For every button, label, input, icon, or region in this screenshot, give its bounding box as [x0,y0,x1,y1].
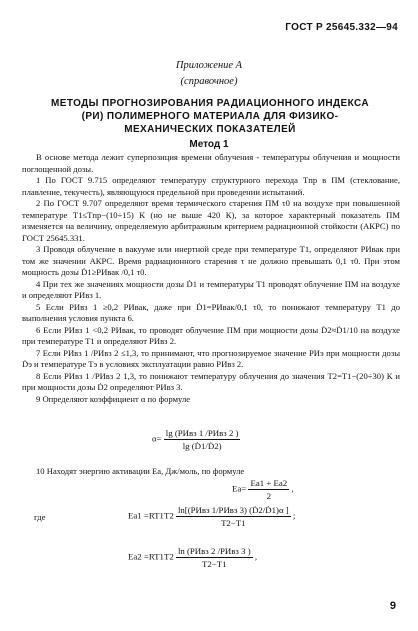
formula-ea1-denominator: T2−T1 [221,518,246,528]
paragraph-6: 6 Если РИвз 1 <0,2 РИвак, то проводят облучение ПМ при мощности дозы Ḋ2≈Ḋ1/10 на воздухе при температуре T1 и определяют РИвз 2. [22,324,400,346]
paragraph-3: 3 Проводя облучение в вакууме или инертной среде при температуре T1, определяют РИвак при том же значении АКРС. Время радиационного старения τ не должно превышать 0,1 τ0. При этом мощность дозы Ḋ1≥РИвак /0,1 τ0. [22,244,400,277]
formula-ea-fraction [248,478,289,501]
appendix-note: (справочное) [180,76,238,87]
method-heading: Метод 1 [189,139,229,150]
paragraph-5: 5 Если РИвз 1 ≥0,2 РИвак, даже при Ḋ1=РИвак/0,1 τ0, то понижают температуру T1 до выполнения условия пункта 6. [22,301,400,323]
paragraph-2: 2 По ГОСТ 9.707 определяют время термического старения ПМ τ0 на воздухе при повышенной температуре T1≤Tпр−(10÷15) К (но не выше 420 К), за которое характерный показатель ПМ изменяется на величину, определяемую арбитражным критерием радиационной стойкости (АКРС) по ГОСТ 25645.331. [22,198,400,243]
paragraph-1: 1 По ГОСТ 9.715 определяют температуру структурного перехода Tпр в ПМ (стеклование, плавление, текучесть), являющуюся предельной при проведении испытаний. [22,175,400,197]
formula-ea2-numerator: ln (РИвз 2 /РИвз 3 ) [177,546,251,556]
formula-ea2 [128,546,257,569]
formula-ea1-numerator: ln[(РИвз 1/РИвз 3) (Ḋ2/Ḋ1)α ] [177,505,289,515]
formula-ea-lhs: Eа= [232,483,247,494]
formula-ea-numerator: Eа1 + Eа2 [250,478,288,488]
formula-ea1-end: ; [292,510,296,521]
appendix-label: Приложение А [175,60,243,71]
paragraph-7: 7 Если РИвз 1 /РИвз 2 ≤1,3, то принимают, что прогнозируемое значение РИэ при мощности дозы Ḋэ и температуре Tэ в условиях эксплуатации равно РИвз 2. [22,347,400,369]
section-title: МЕТОДЫ ПРОГНОЗИРОВАНИЯ РАДИАЦИОННОГО ИНДЕКСА (РИ) ПОЛИМЕРНОГО МАТЕРИАЛА ДЛЯ ФИЗИКО-МЕХАНИЧЕСКИХ ПОКАЗАТЕЛЕЙ [51,98,369,135]
formula-ea2-fraction [176,546,253,569]
paragraph-4: 4 При тех же значениях мощности дозы Ḋ1 и температуры T1 проводят облучение ПМ на воздухе и определяют РИвз 1. [22,278,400,300]
paragraph-8: 8 Если РИвз 1 /РИвз 2 1,3, то понижают температуру облучения до значения T2=T1−(20÷30) К и при мощности дозы Ḋ2 определяют РИвз 3. [22,370,400,392]
body-text-2 [22,466,400,478]
where-label: где [34,512,46,522]
paragraph-intro: В основе метода лежит суперпозиция времени облучения - температуры облучения и мощности поглощенной дозы. [22,152,400,174]
formula-alpha-fraction [164,428,241,451]
formula-ea2-denominator: T2−T1 [202,559,227,569]
paragraph-9: 9 Определяют коэффициент α по формуле [36,393,191,404]
page-number: 9 [389,600,396,612]
formula-ea-denominator: 2 [266,491,272,501]
formula-ea-end: , [291,483,294,494]
formula-ea1-lhs: Eа1 =RT1T2 [128,510,174,521]
paragraph-10: 10 Находят энергию активации Eа, Дж/моль, по формуле [36,466,245,476]
formula-alpha-denominator: lg (Ḋ1/Ḋ2) [182,441,222,451]
formula-ea [232,478,294,501]
formula-alpha-lhs: α= [152,433,162,444]
document-header: ГОСТ Р 25645.332—94 [285,22,398,33]
body-text [22,152,400,405]
formula-alpha-numerator: lg (РИвз 1 /РИвз 2 ) [165,428,239,438]
formula-ea2-lhs: Eа2 =RT1T2 [128,551,174,562]
formula-alpha [152,428,240,451]
formula-ea1 [128,505,295,528]
formula-ea1-fraction [176,505,291,528]
formula-ea2-end: , [254,551,258,562]
